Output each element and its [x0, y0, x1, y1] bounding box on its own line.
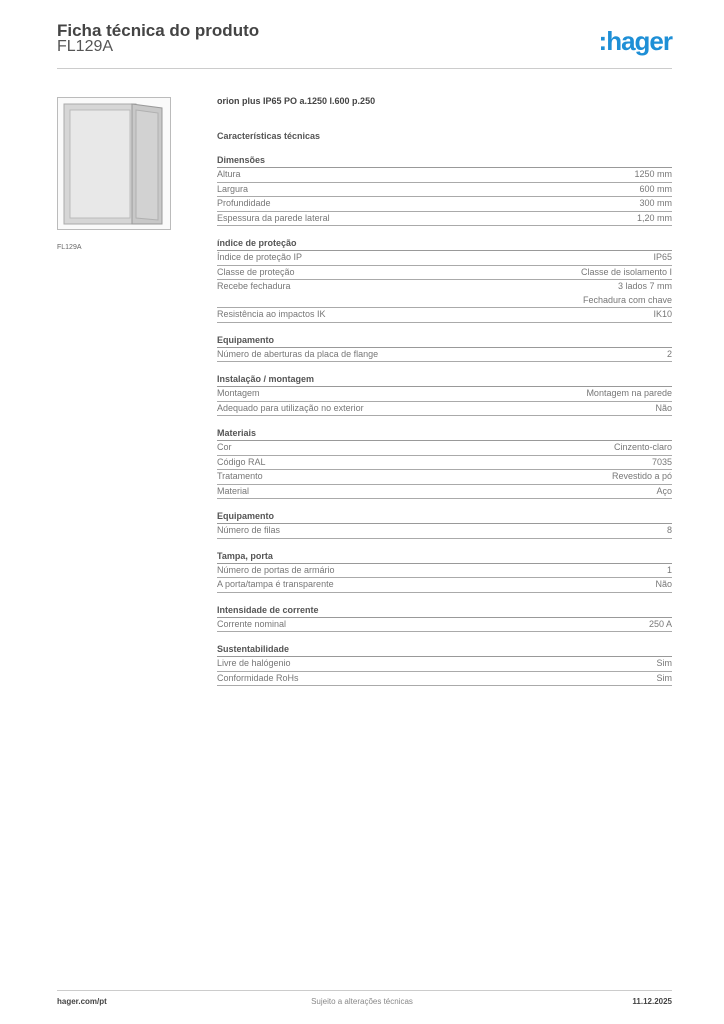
- spec-row: [217, 197, 672, 212]
- spec-row: [217, 618, 672, 633]
- spec-label: Espessura da parede lateral: [217, 212, 330, 223]
- spec-value: 250 A: [648, 618, 672, 629]
- image-caption: FL129A: [57, 244, 82, 251]
- spec-label: Número de portas de armário: [217, 564, 335, 575]
- spec-row: [217, 441, 672, 456]
- spec-label: Cor: [217, 442, 232, 452]
- spec-row: [217, 470, 672, 485]
- product-code: FL129A: [57, 38, 114, 55]
- spec-row: [217, 657, 672, 672]
- spec-value: Não: [655, 402, 672, 413]
- header-divider: [57, 68, 672, 69]
- spec-value: Montagem na parede: [586, 388, 672, 398]
- spec-section: [217, 237, 672, 323]
- spec-section: [217, 334, 672, 363]
- hager-logo: :hager: [598, 26, 672, 56]
- section-heading: Intensidade de corrente: [217, 604, 672, 618]
- section-heading: Materiais: [217, 427, 672, 441]
- spec-value: 600 mm: [639, 183, 672, 194]
- spec-row: [217, 183, 672, 198]
- spec-label: Corrente nominal: [217, 618, 287, 629]
- spec-row: [217, 168, 672, 183]
- spec-label: Montagem: [217, 388, 260, 398]
- spec-row: [217, 280, 672, 308]
- spec-value: Aço: [656, 485, 672, 496]
- spec-row: [217, 387, 672, 402]
- section-heading: índice de proteção: [217, 237, 672, 251]
- spec-row: [217, 266, 672, 281]
- spec-value: IP65: [653, 252, 672, 262]
- spec-value: Não: [655, 579, 672, 589]
- spec-row: [217, 456, 672, 471]
- section-heading: Equipamento: [217, 334, 672, 348]
- section-heading: Dimensões: [217, 154, 672, 168]
- spec-label: A porta/tampa é transparente: [217, 579, 334, 589]
- spec-value: Cinzento-claro: [613, 442, 672, 452]
- spec-label: Profundidade: [217, 198, 271, 208]
- spec-value: 1,20 mm: [636, 212, 672, 223]
- spec-section: [217, 550, 672, 593]
- spec-label: Material: [217, 485, 250, 496]
- spec-value: Revestido a pó: [611, 471, 672, 481]
- section-heading: Equipamento: [217, 510, 672, 524]
- spec-value: 7035: [651, 456, 672, 467]
- spec-value: Classe de isolamento I: [580, 266, 672, 277]
- footer-divider: [57, 990, 672, 991]
- page-title: Ficha técnica do produto: [57, 21, 260, 40]
- spec-sections: [217, 154, 672, 686]
- footer-date: 11.12.2025: [632, 997, 672, 1006]
- spec-label: Conformidade RoHs: [217, 672, 299, 683]
- spec-row: [217, 524, 672, 539]
- section-heading: Tampa, porta: [217, 550, 672, 564]
- spec-label: Classe de proteção: [217, 266, 295, 277]
- spec-label: Resistência ao impactos IK: [217, 309, 326, 319]
- spec-row: [217, 348, 672, 363]
- spec-label: Recebe fechadura: [217, 281, 291, 291]
- footer-note: Sujeito a alterações técnicas: [311, 997, 413, 1006]
- spec-value: 3 lados 7 mm Fechadura com chave: [582, 281, 672, 305]
- spec-label: Código RAL: [217, 456, 266, 467]
- spec-row: [217, 485, 672, 500]
- spec-label: Tratamento: [217, 471, 263, 481]
- footer-website[interactable]: hager.com/pt: [57, 997, 107, 1006]
- spec-section: [217, 510, 672, 539]
- spec-value: 1: [666, 564, 672, 575]
- spec-label: Adequado para utilização no exterior: [217, 402, 364, 413]
- spec-row: [217, 672, 672, 687]
- section-heading: Sustentabilidade: [217, 643, 672, 657]
- spec-label: Largura: [217, 183, 249, 194]
- spec-value: Sim: [656, 658, 672, 668]
- spec-section: [217, 154, 672, 226]
- spec-value: 1250 mm: [634, 169, 672, 179]
- spec-label: Livre de halógenio: [217, 658, 291, 668]
- spec-value: Sim: [656, 672, 672, 683]
- characteristics-title: Características técnicas: [217, 131, 321, 141]
- spec-sheet: [217, 94, 672, 686]
- spec-value: 300 mm: [639, 198, 672, 208]
- spec-section: [217, 643, 672, 686]
- spec-row: [217, 402, 672, 417]
- spec-label: Altura: [217, 169, 241, 179]
- spec-value: IK10: [653, 309, 672, 319]
- spec-row: [217, 251, 672, 266]
- spec-value: 2: [666, 348, 672, 359]
- spec-section: [217, 604, 672, 633]
- product-name: orion plus IP65 PO a.1250 l.600 p.250: [217, 96, 376, 106]
- spec-value: 8: [666, 525, 672, 535]
- spec-section: [217, 427, 672, 499]
- spec-label: Número de aberturas da placa de flange: [217, 348, 379, 359]
- spec-row: [217, 564, 672, 579]
- spec-label: Índice de proteção IP: [217, 252, 303, 262]
- section-heading: Instalação / montagem: [217, 373, 672, 387]
- spec-row: [217, 578, 672, 593]
- spec-section: [217, 373, 672, 416]
- spec-row: [217, 212, 672, 227]
- product-image: [57, 97, 171, 230]
- spec-label: Número de filas: [217, 525, 281, 535]
- spec-row: [217, 308, 672, 323]
